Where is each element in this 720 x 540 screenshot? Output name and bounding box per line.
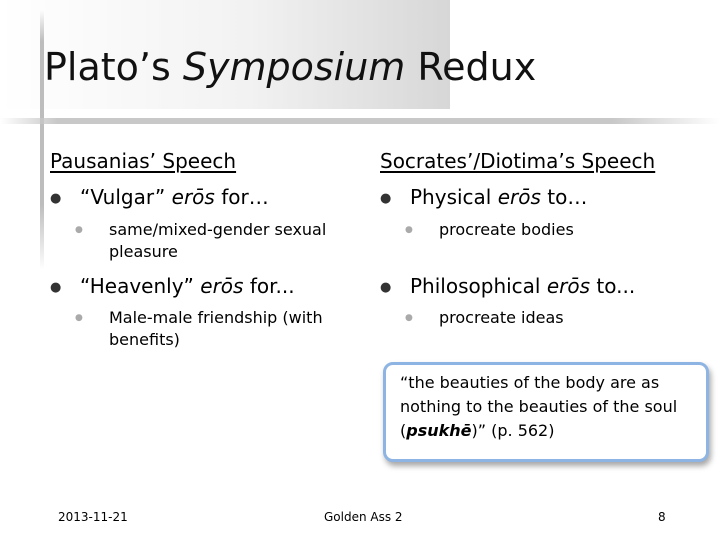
title-part-symposium: Symposium bbox=[182, 45, 406, 89]
horizontal-rule bbox=[0, 118, 720, 124]
footer-page-number: 8 bbox=[658, 510, 666, 524]
bullet-term: erōs bbox=[200, 274, 244, 298]
bullet-marker: ● bbox=[380, 280, 392, 295]
bullet-post: for… bbox=[214, 185, 269, 209]
right-column-heading: Socrates’/Diotima’s Speech bbox=[380, 149, 656, 173]
sub-bullet-text: procreate ideas bbox=[439, 308, 564, 327]
quote-text bbox=[400, 371, 700, 443]
footer-date: 2013-11-21 bbox=[58, 510, 128, 524]
right-bullet-philosophical bbox=[380, 273, 635, 301]
bullet-marker: ● bbox=[50, 280, 62, 295]
left-bullet-vulgar bbox=[50, 184, 269, 212]
right-subbullet-bodies bbox=[405, 219, 699, 241]
bullet-pre: “Vulgar” bbox=[80, 185, 172, 209]
footer-center: Golden Ass 2 bbox=[324, 510, 403, 524]
bullet-term: erōs bbox=[497, 185, 541, 209]
bullet-pre: Philosophical bbox=[410, 274, 547, 298]
left-bullet-heavenly bbox=[50, 273, 295, 301]
left-column-heading: Pausanias’ Speech bbox=[50, 149, 237, 173]
sub-bullet-text: same/mixed-gender sexual pleasure bbox=[109, 220, 327, 261]
sub-bullet-marker: ● bbox=[405, 225, 413, 235]
left-subbullet-sexual-pleasure bbox=[75, 219, 349, 263]
quote-callout bbox=[383, 362, 709, 462]
bullet-post: to… bbox=[540, 185, 588, 209]
bullet-term: erōs bbox=[171, 185, 215, 209]
quote-term: psukhē bbox=[406, 421, 472, 440]
left-subbullet-friendship bbox=[75, 307, 349, 351]
bullet-post: for... bbox=[243, 274, 295, 298]
sub-bullet-text: Male-male friendship (with benefits) bbox=[109, 308, 323, 349]
bullet-term: erōs bbox=[546, 274, 591, 298]
sub-bullet-text: procreate bodies bbox=[439, 220, 574, 239]
sub-bullet-marker: ● bbox=[75, 225, 83, 235]
slide-title bbox=[44, 42, 536, 92]
quote-pre: “the beauties of the body are as nothing to the beauties of the soul ( bbox=[400, 373, 678, 440]
title-part-redux: Redux bbox=[405, 45, 537, 89]
right-bullet-physical bbox=[380, 184, 587, 212]
bullet-pre: “Heavenly” bbox=[80, 274, 201, 298]
bullet-pre: Physical bbox=[410, 185, 498, 209]
sub-bullet-marker: ● bbox=[405, 313, 413, 323]
bullet-marker: ● bbox=[50, 191, 62, 206]
bullet-marker: ● bbox=[380, 191, 392, 206]
sub-bullet-marker: ● bbox=[75, 313, 83, 323]
right-subbullet-ideas bbox=[405, 307, 699, 329]
bullet-post: to... bbox=[590, 274, 636, 298]
quote-post: )” (p. 562) bbox=[471, 421, 555, 440]
title-part-plato: Plato’s bbox=[44, 45, 183, 89]
